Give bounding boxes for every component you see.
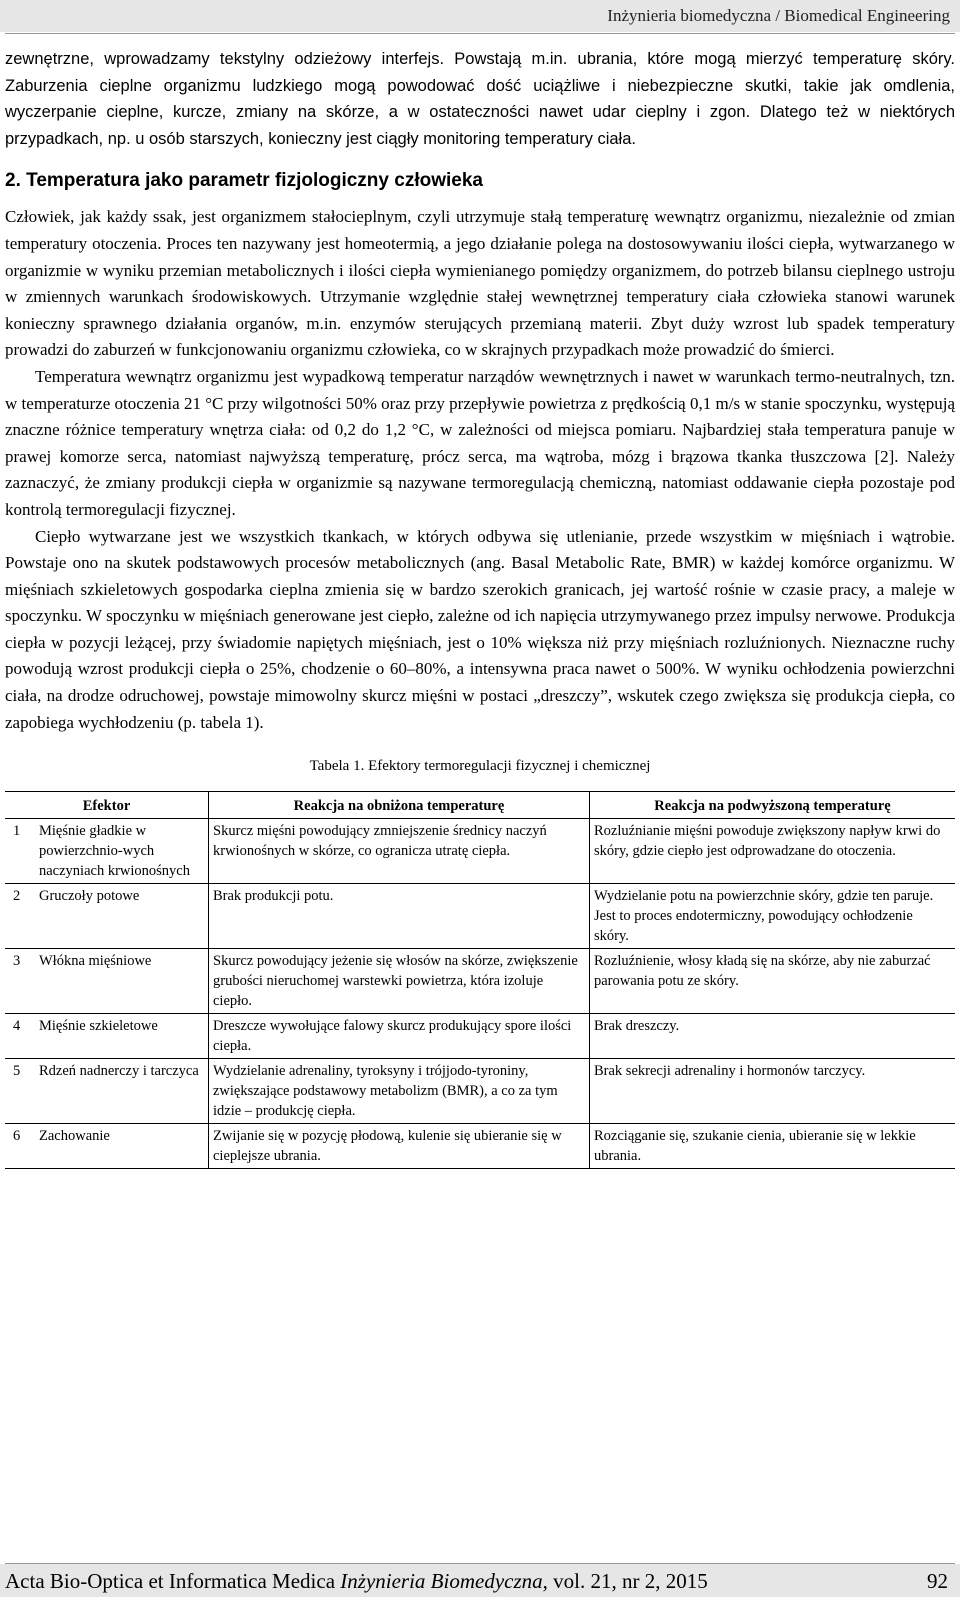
intro-paragraph: zewnętrzne, wprowadzamy tekstylny odzieżowy interfejs. Powstają m.in. ubrania, które mogą mierzyć temperaturę skóry. Zaburzenia cieplne organizmu ludzkiego mogą powodować dość uciążliwe i niebezpieczne skutki, takie jak omdlenia, wyczerpanie cieplne, kurcze, zmiany na skórze, a w ostateczności nawet udar cieplny i zgon. Dlatego też w niektórych przypadkach, np. u osób starszych, konieczny jest ciągły monitoring temperatury ciała. bbox=[5, 50, 955, 148]
effector-cell: Gruczoły potowe bbox=[35, 884, 209, 949]
effector-cell: Mięśnie szkieletowe bbox=[35, 1014, 209, 1059]
row-number: 2 bbox=[5, 884, 35, 949]
high-temp-cell: Brak sekrecji adrenaliny i hormonów tarczycy. bbox=[590, 1059, 956, 1124]
low-temp-cell: Brak produkcji potu. bbox=[209, 884, 590, 949]
effector-cell: Rdzeń nadnerczy i tarczyca bbox=[35, 1059, 209, 1124]
high-temp-cell: Brak dreszczy. bbox=[590, 1014, 956, 1059]
row-number: 1 bbox=[5, 819, 35, 884]
body-paragraph-2: Temperatura wewnątrz organizmu jest wypadkową temperatur narządów wewnętrznych i nawet w warunkach termo-neutralnych, tzn. w temperaturze otoczenia 21 °C przy wilgotności 50% oraz przy przepływie powietrza z prędkością 0,1 m/s w stanie spoczynku, występują znaczne różnice temperatury wnętrza ciała: od 0,2 do 1,2 °C, w zależności od miejsca pomiaru. Najbardziej stała temperatura panuje w prawej komorze serca, natomiast najwyższą temperaturę, prócz serca, ma wątroba, mózg i brązowa tkanka tłuszczowa [2]. Należy zaznaczyć, że zmiany produkcji ciepła w organizmie są nazywane termoregulacją chemiczną, natomiast oddawanie ciepła pozostaje pod kontrolą termoregulacji fizycznej. bbox=[5, 366, 955, 519]
effector-cell: Mięśnie gładkie w powierzchnio-wych naczyniach krwionośnych bbox=[35, 819, 209, 884]
high-temp-cell: Rozluźnianie mięśni powoduje zwiększony napływ krwi do skóry, gdzie ciepło jest odprowadzane do otoczenia. bbox=[590, 819, 956, 884]
journal-name: Acta Bio-Optica et Informatica Medica bbox=[5, 1569, 341, 1593]
table-row bbox=[5, 1014, 955, 1059]
row-number: 4 bbox=[5, 1014, 35, 1059]
table-row bbox=[5, 884, 955, 949]
table-row bbox=[5, 819, 955, 884]
table-header-row bbox=[5, 792, 955, 819]
page-body bbox=[5, 46, 955, 1169]
header-effector: Efektor bbox=[5, 792, 209, 819]
low-temp-cell: Wydzielanie adrenaliny, tyroksyny i trójjodo-tyroniny, zwiększające podstawowy metabolizm (BMR), a co za tym idzie – produkcję ciepła. bbox=[209, 1059, 590, 1124]
running-header bbox=[0, 0, 960, 32]
effector-cell: Włókna mięśniowe bbox=[35, 949, 209, 1014]
row-number: 5 bbox=[5, 1059, 35, 1124]
low-temp-cell: Dreszcze wywołujące falowy skurcz produkujący spore ilości ciepła. bbox=[209, 1014, 590, 1059]
body-paragraph-1: Człowiek, jak każdy ssak, jest organizmem stałocieplnym, czyli utrzymuje stałą temperaturę wewnątrz organizmu, niezależnie od zmian temperatury otoczenia. Proces ten nazywany jest homeotermią, a jego działanie polega na dostosowywaniu ilości ciepła, wytwarzanego w organizmie w wyniku przemian metabolicznych i ilości ciepła wymienianego pomiędzy organizmem, do potrzeb bilansu cieplnego ustroju w zmiennych warunkach środowiskowych. Utrzymanie względnie stałej wewnętrznej temperatury ciała człowieka stanowi warunek konieczny sprawnego działania organów, m.in. enzymów sterujących przemianą materii. Zbyt duży wzrost lub spadek temperatury prowadzi do zaburzeń w funkcjonowaniu organizmu człowieka, co w skrajnych przypadkach może prowadzić do śmierci. bbox=[5, 207, 955, 360]
low-temp-cell: Skurcz mięśni powodujący zmniejszenie średnicy naczyń krwionośnych w skórze, co ogranicza utratę ciepła. bbox=[209, 819, 590, 884]
journal-name-italic: Inżynieria Biomedyczna bbox=[340, 1569, 543, 1593]
table-row bbox=[5, 1124, 955, 1169]
effector-table bbox=[5, 791, 955, 1169]
journal-volume: , vol. 21, nr 2, 2015 bbox=[542, 1569, 708, 1593]
table-row bbox=[5, 949, 955, 1014]
high-temp-cell: Rozciąganie się, szukanie cienia, ubieranie się w lekkie ubrania. bbox=[590, 1124, 956, 1169]
effector-cell: Zachowanie bbox=[35, 1124, 209, 1169]
page-number: 92 bbox=[927, 1569, 948, 1593]
table-caption: Tabela 1. Efektory termoregulacji fizycznej i chemicznej bbox=[309, 758, 651, 775]
header-high-temp: Reakcja na podwyższoną temperaturę bbox=[590, 792, 956, 819]
low-temp-cell: Zwijanie się w pozycję płodową, kulenie się ubieranie się w cieplejsze ubrania. bbox=[209, 1124, 590, 1169]
high-temp-cell: Rozluźnienie, włosy kładą się na skórze, aby nie zaburzać parowania potu ze skóry. bbox=[590, 949, 956, 1014]
running-footer bbox=[0, 1564, 960, 1597]
journal-title: Inżynieria biomedyczna / Biomedical Engineering bbox=[607, 6, 950, 25]
low-temp-cell: Skurcz powodujący jeżenie się włosów na skórze, zwiększenie grubości nieruchomej warstewki powietrza, która izoluje ciepło. bbox=[209, 949, 590, 1014]
body-paragraph-3: Ciepło wytwarzane jest we wszystkich tkankach, w których odbywa się utlenianie, przede wszystkim w mięśniach i wątrobie. Powstaje ono na skutek podstawowych procesów metabolicznych (ang. Basal Metabolic Rate, BMR) w każdej komórce organizmu. W mięśniach szkieletowych gospodarka cieplna zmienia się w bardzo szerokich granicach, jej wartość rośnie w czasie pracy, a maleje w spoczynku. W spoczynku w mięśniach generowane jest ciepło, zależne od ich napięcia utrzymywanego przez impulsy nerwowe. Produkcja ciepła w pozycji leżącej, przy świadomie napiętych mięśniach, jest o 10% większa niż przy mięśniach rozluźnionych. Nieznaczne ruchy powodują wzrost produkcji ciepła o 25%, chodzenie o 60–80%, a intensywna praca nawet o 500%. W wyniku ochłodzenia powierzchni ciała, na drodze odruchowej, powstaje mimowolny skurcz mięśni w postaci „dreszczy”, wskutek czego zwiększa się produkcja ciepła, co zapobiega wychłodzeniu (p. tabela 1). bbox=[5, 526, 955, 732]
high-temp-cell: Wydzielanie potu na powierzchnie skóry, gdzie ten paruje. Jest to proces endotermiczny, powodujący ochłodzenie skóry. bbox=[590, 884, 956, 949]
header-low-temp: Reakcja na obniżona temperaturę bbox=[209, 792, 590, 819]
section-heading: 2. Temperatura jako parametr fizjologiczny człowieka bbox=[5, 170, 483, 192]
header-divider bbox=[5, 33, 955, 34]
journal-citation bbox=[5, 1569, 708, 1594]
table-row bbox=[5, 1059, 955, 1124]
row-number: 6 bbox=[5, 1124, 35, 1169]
row-number: 3 bbox=[5, 949, 35, 1014]
